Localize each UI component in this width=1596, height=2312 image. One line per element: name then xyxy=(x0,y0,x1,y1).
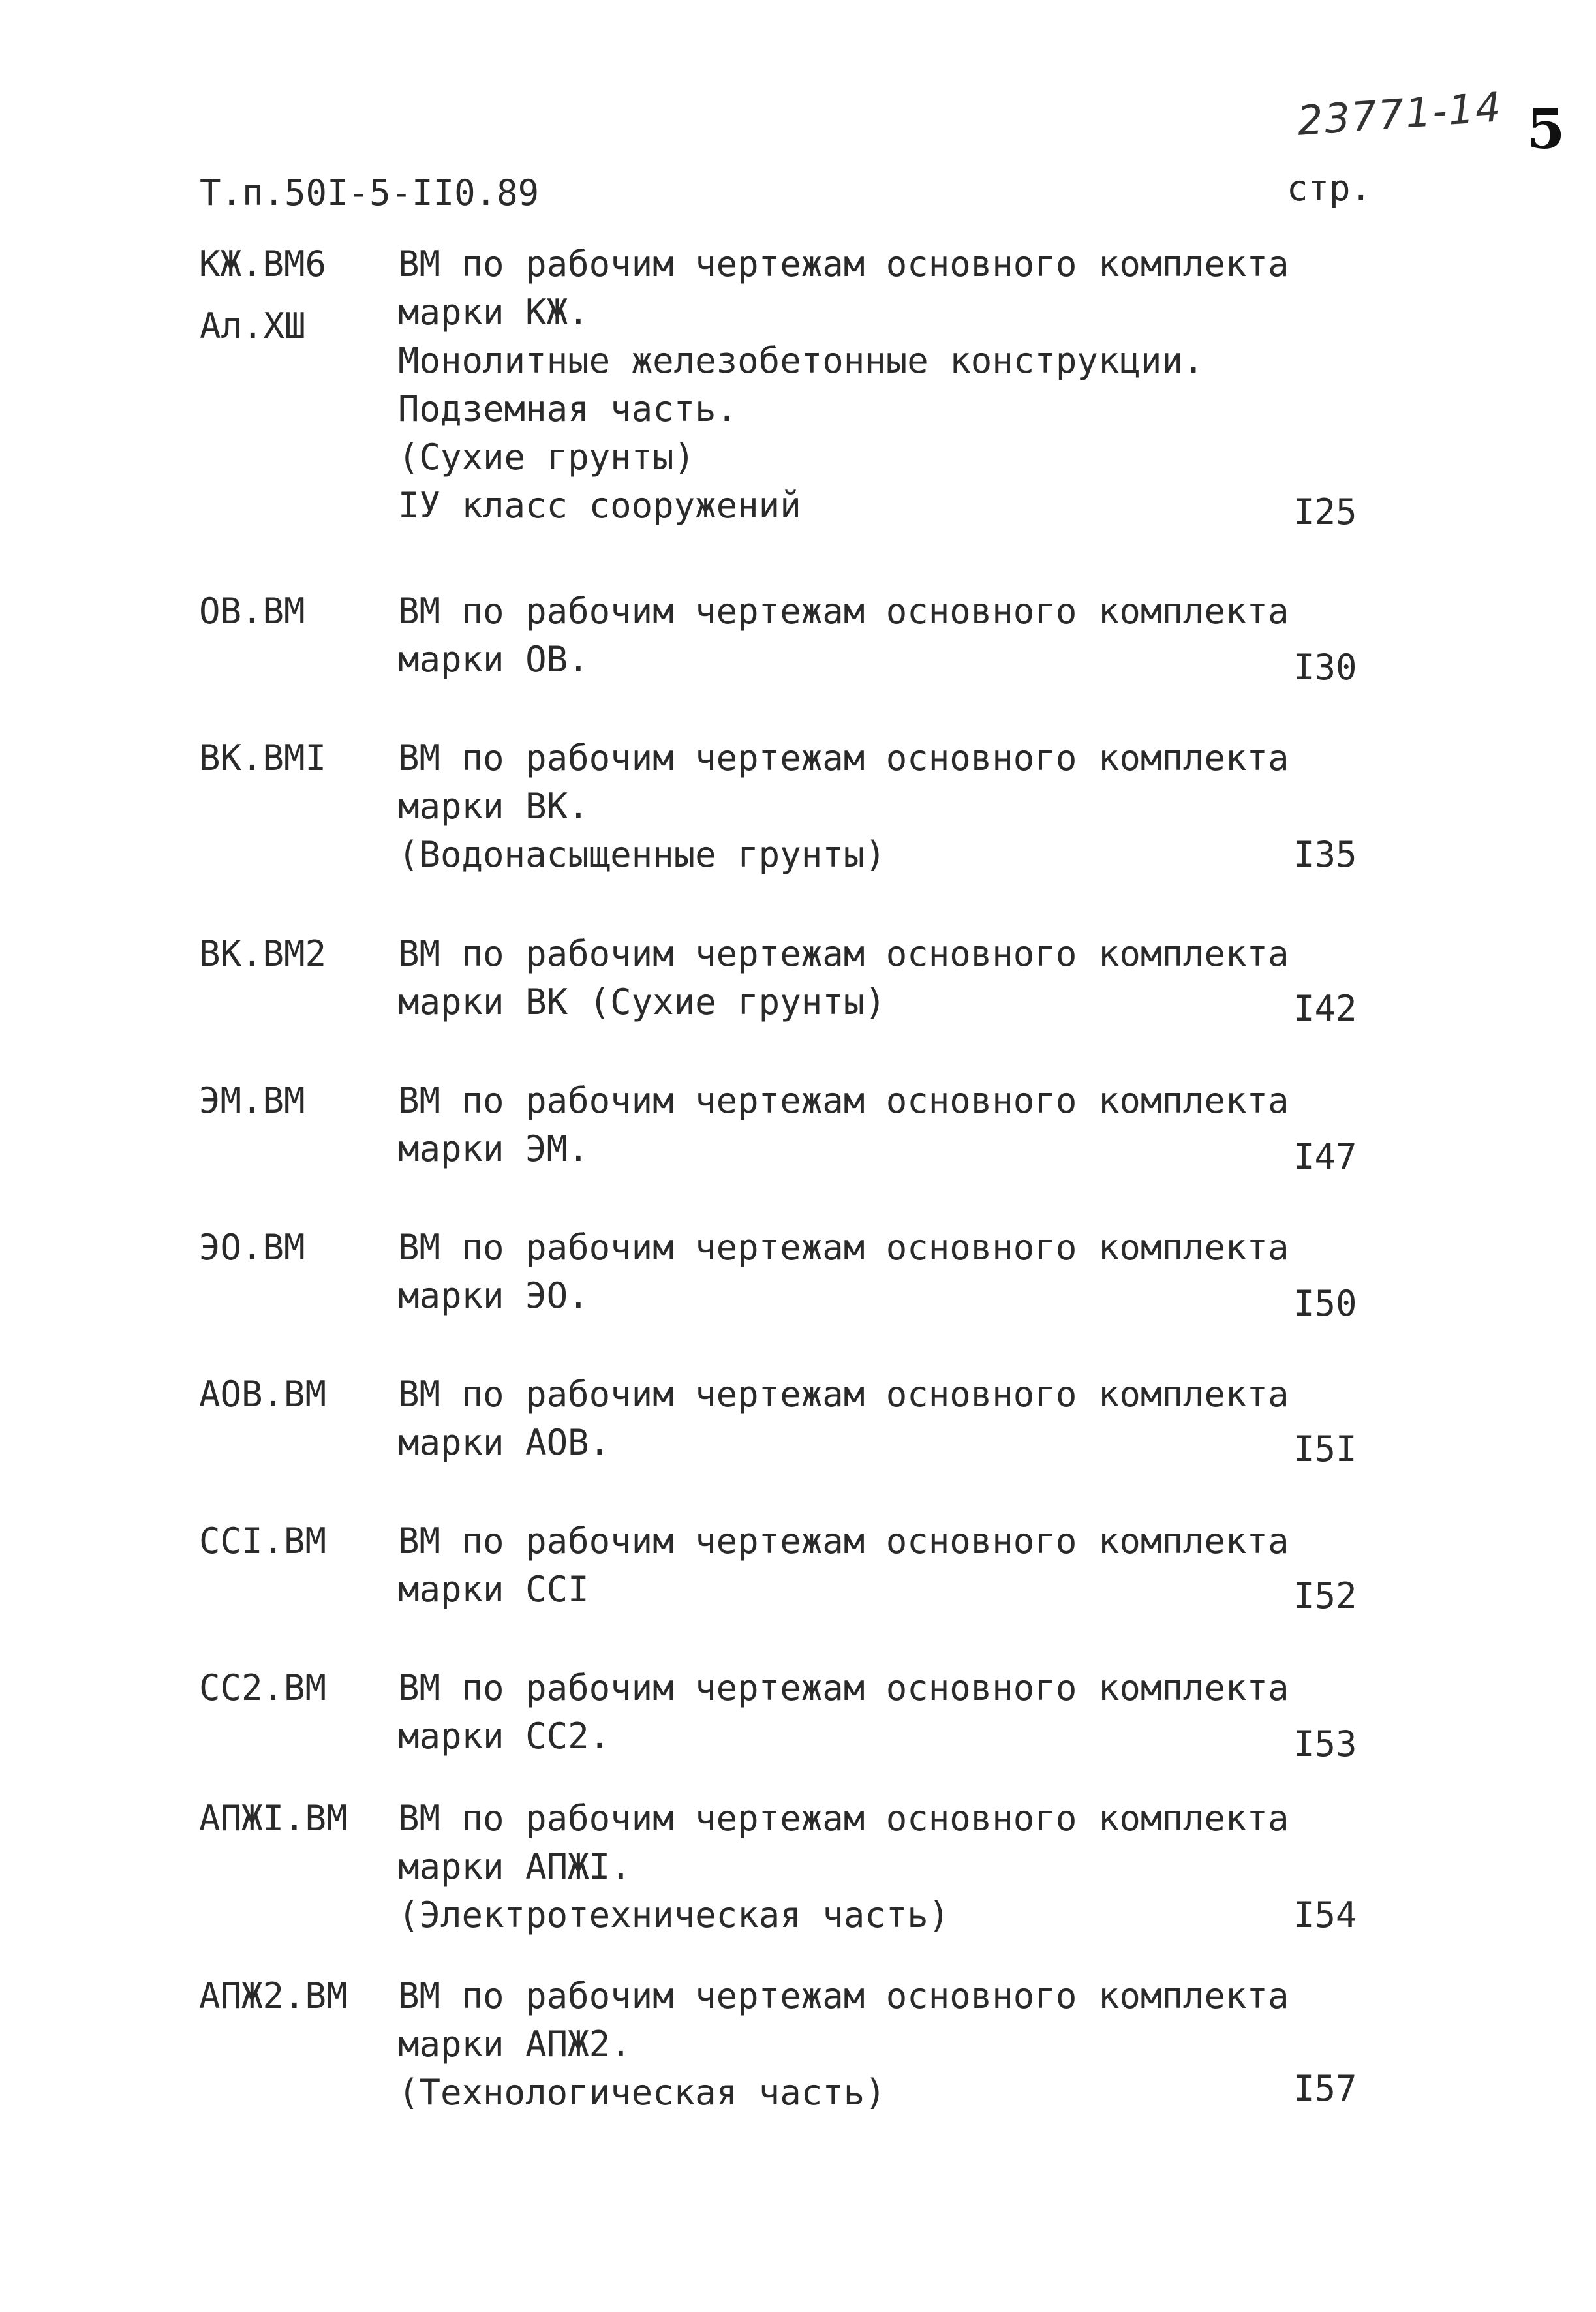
entry-description-line: IУ класс сооружений xyxy=(398,485,801,526)
entry-description-line: марки ВК (Сухие грунты) xyxy=(398,981,886,1023)
entry-description-line: ВМ по рабочим чертежам основного комплекта xyxy=(398,1080,1289,1121)
entry-description-line: ВМ по рабочим чертежам основного комплекта xyxy=(398,1374,1289,1415)
entry-description-line: ВМ по рабочим чертежам основного комплекта xyxy=(398,1667,1289,1708)
entry-code: ЭМ.ВМ xyxy=(199,1080,305,1121)
entry-page-number: I30 xyxy=(1293,647,1357,688)
entry-description-line: Монолитные железобетонные конструкции. xyxy=(398,340,1205,381)
entry-page-number: I50 xyxy=(1293,1283,1357,1324)
entry-description-line: (Технологическая часть) xyxy=(398,2072,886,2113)
entry-description-line: ВМ по рабочим чертежам основного комплекта xyxy=(398,591,1289,632)
entry-description-line: марки ЭМ. xyxy=(398,1128,589,1169)
entry-description xyxy=(398,1077,1289,1173)
handwritten-inventory-number: 23771-14 xyxy=(1295,83,1504,145)
entry-description xyxy=(398,734,1289,879)
entry-page-number: I54 xyxy=(1293,1894,1357,1935)
entry-code: АПЖI.ВМ xyxy=(199,1798,348,1839)
entry-description-line: марки ВК. xyxy=(398,786,589,827)
entry-description-line: ВМ по рабочим чертежам основного комплекта xyxy=(398,1520,1289,1562)
doc-ref-line-1: Т.п.50I-5-II0.89 xyxy=(200,172,540,213)
entry-code: СС2.ВМ xyxy=(199,1667,327,1708)
entry-page-number: I35 xyxy=(1293,834,1357,875)
entry-page-number: I57 xyxy=(1293,2068,1357,2109)
entry-description-line: марки ССI xyxy=(398,1569,589,1610)
entry-description xyxy=(398,1224,1289,1320)
entry-description-line: марки ОВ. xyxy=(398,639,589,680)
entry-description-line: ВМ по рабочим чертежам основного комплекта xyxy=(398,1798,1289,1839)
entry-description-line: марки АОВ. xyxy=(398,1422,611,1463)
page-number: 5 xyxy=(1527,97,1565,161)
entry-description-line: ВМ по рабочим чертежам основного комплекта xyxy=(398,243,1289,285)
entry-code: ВК.ВМ2 xyxy=(199,933,327,974)
entry-code: АПЖ2.ВМ xyxy=(199,1975,348,2016)
entry-description-line: ВМ по рабочим чертежам основного комплекта xyxy=(398,737,1289,778)
entry-code: ЭО.ВМ xyxy=(199,1227,305,1268)
entry-description-line: Подземная часть. xyxy=(398,388,738,429)
entry-description-line: ВМ по рабочим чертежам основного комплекта xyxy=(398,1227,1289,1268)
entry-description xyxy=(398,240,1289,530)
doc-ref-line-2: Ал.XШ xyxy=(200,305,306,347)
entry-page-number: I5I xyxy=(1293,1428,1357,1470)
entry-page-number: I25 xyxy=(1293,491,1357,532)
entry-description xyxy=(398,1795,1289,1939)
entry-code: КЖ.ВМ6 xyxy=(199,243,327,285)
entry-description-line: (Сухие грунты) xyxy=(398,437,696,478)
entry-code: ВК.ВМI xyxy=(199,737,327,778)
entry-description xyxy=(398,1664,1289,1761)
entry-description-line: (Электротехническая часть) xyxy=(398,1894,950,1935)
entry-description-line: марки СС2. xyxy=(398,1716,611,1757)
entry-description-line: ВМ по рабочим чертежам основного комплекта xyxy=(398,933,1289,974)
page-column-header: стр. xyxy=(1287,168,1372,209)
entry-description xyxy=(398,1370,1289,1467)
entry-page-number: I42 xyxy=(1293,988,1357,1029)
entry-page-number: I53 xyxy=(1293,1723,1357,1765)
entry-description-line: марки АПЖI. xyxy=(398,1846,632,1887)
entry-code: ОВ.ВМ xyxy=(199,591,305,632)
entry-description xyxy=(398,587,1289,684)
entry-description-line: ВМ по рабочим чертежам основного комплекта xyxy=(398,1975,1289,2016)
entry-description xyxy=(398,1972,1289,2117)
entry-code: ССI.ВМ xyxy=(199,1520,327,1562)
entry-code: АОВ.ВМ xyxy=(199,1374,327,1415)
entry-description xyxy=(398,1517,1289,1614)
entry-page-number: I47 xyxy=(1293,1136,1357,1177)
entry-description-line: (Водонасыщенные грунты) xyxy=(398,834,886,875)
entry-description xyxy=(398,930,1289,1026)
entry-description-line: марки ЭО. xyxy=(398,1275,589,1316)
entry-description-line: марки КЖ. xyxy=(398,292,589,333)
entry-description-line: марки АПЖ2. xyxy=(398,2024,632,2065)
entry-page-number: I52 xyxy=(1293,1575,1357,1616)
